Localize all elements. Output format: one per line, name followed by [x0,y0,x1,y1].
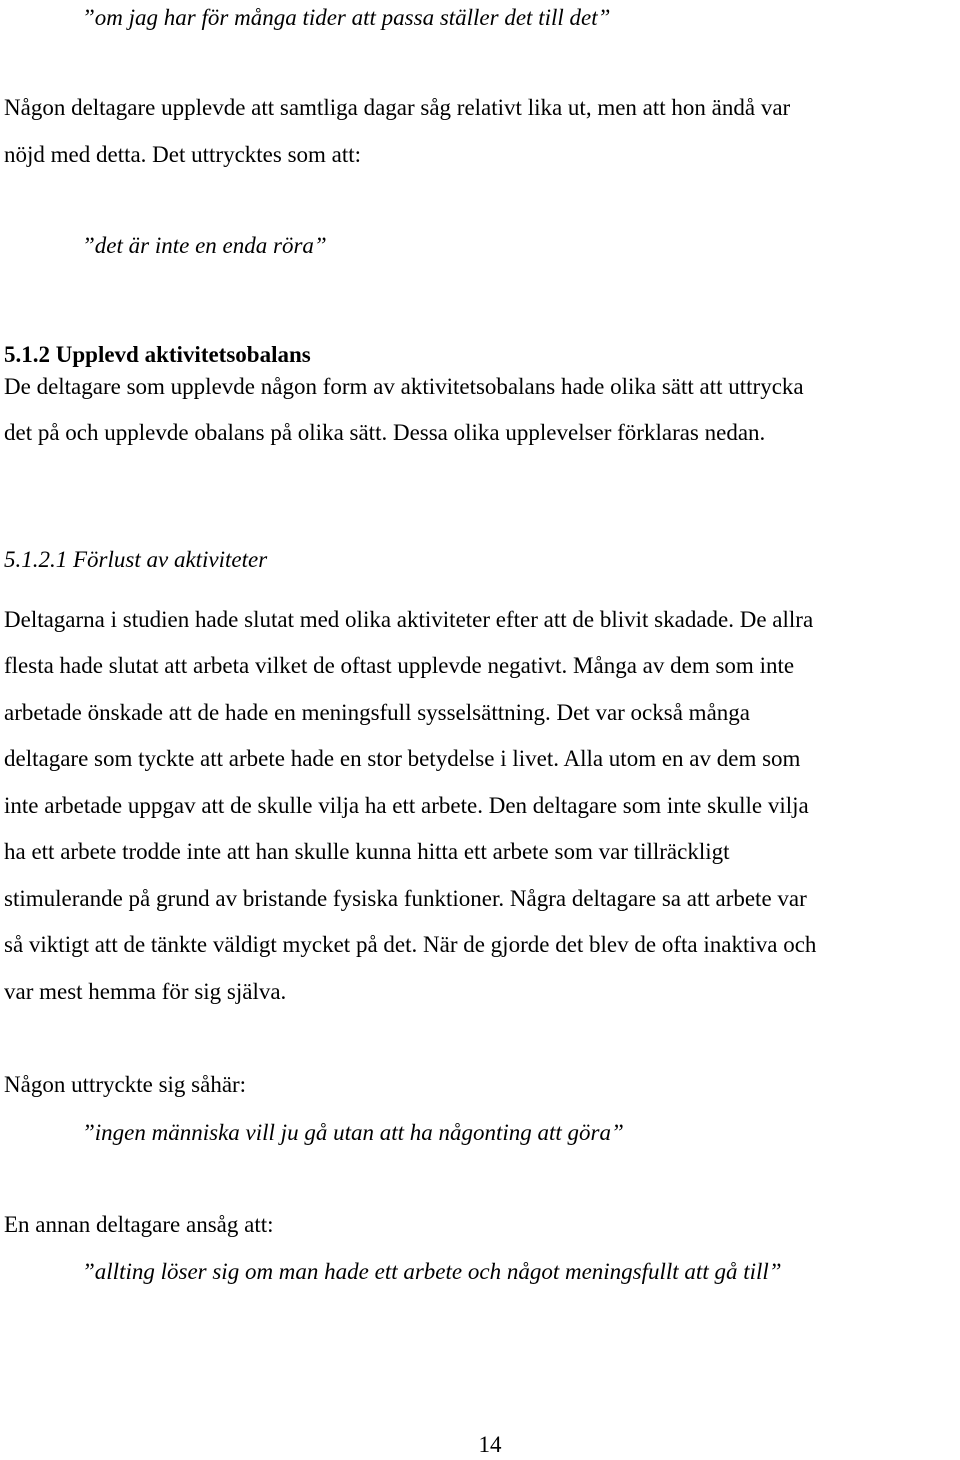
paragraph-line: Någon deltagare upplevde att samtliga dagar såg relativt lika ut, men att hon ändå var [4,95,791,120]
paragraph-line: stimulerande på grund av bristande fysiska funktioner. Några deltagare sa att arbete var [4,886,807,911]
quote-block: ”om jag har för många tider att passa ställer det till det” [82,5,611,30]
quote-block: ”ingen människa vill ju gå utan att ha någonting att göra” [82,1120,624,1145]
quote-intro: En annan deltagare ansåg att: [4,1212,274,1237]
paragraph-line: det på och upplevde obalans på olika sätt. Dessa olika upplevelser förklaras nedan. [4,420,766,445]
section-heading: 5.1.2 Upplevd aktivitetsobalans [4,342,311,367]
paragraph-line: arbetade önskade att de hade en meningsfull sysselsättning. Det var också många [4,700,750,725]
paragraph-line: ha ett arbete trodde inte att han skulle kunna hitta ett arbete som var tillräckligt [4,839,730,864]
quote-intro: Någon uttryckte sig såhär: [4,1072,247,1097]
paragraph-line: var mest hemma för sig själva. [4,979,287,1004]
paragraph-line: Deltagarna i studien hade slutat med olika aktiviteter efter att de blivit skadade. De allra [4,607,814,632]
paragraph-line: De deltagare som upplevde någon form av aktivitetsobalans hade olika sätt att uttrycka [4,374,804,399]
paragraph-line: nöjd med detta. Det uttrycktes som att: [4,142,362,167]
paragraph-line: deltagare som tyckte att arbete hade en stor betydelse i livet. Alla utom en av dem som [4,746,801,771]
quote-block: ”det är inte en enda röra” [82,233,327,258]
page-number: 14 [478,1432,502,1457]
paragraph-line: inte arbetade uppgav att de skulle vilja ha ett arbete. Den deltagare som inte skulle vilja [4,793,809,818]
quote-block: ”allting löser sig om man hade ett arbete och något meningsfullt att gå till” [82,1259,782,1284]
paragraph-line: flesta hade slutat att arbeta vilket de oftast upplevde negativt. Många av dem som inte [4,653,795,678]
paragraph-line: så viktigt att de tänkte väldigt mycket på det. När de gjorde det blev de ofta inaktiva och [4,932,817,957]
subsection-heading: 5.1.2.1 Förlust av aktiviteter [4,547,268,572]
